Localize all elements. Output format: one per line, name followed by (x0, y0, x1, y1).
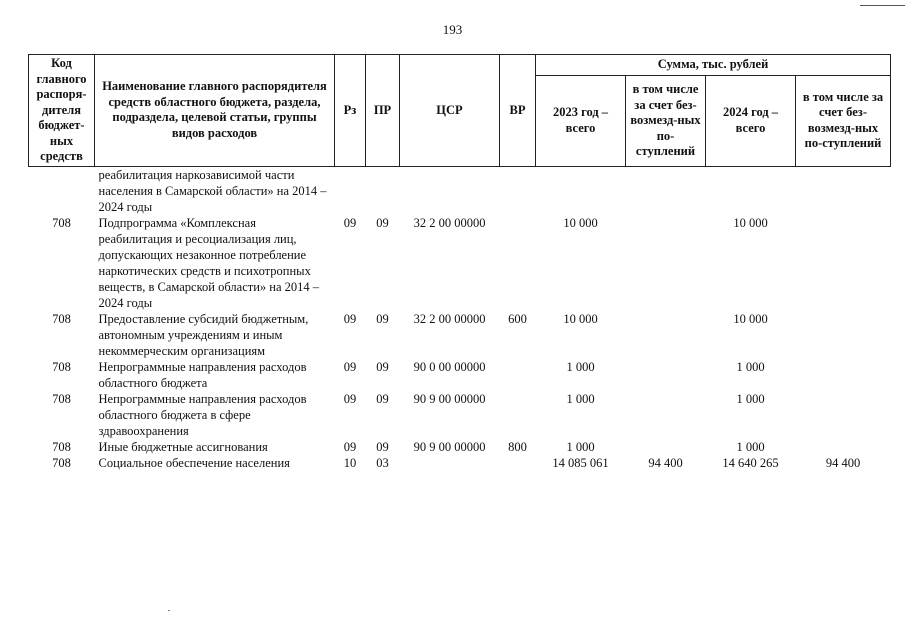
cell-pr: 09 (376, 391, 389, 406)
cell-code: 708 (52, 359, 71, 374)
header-name: Наименование главного распорядителя средств областного бюджета, раздела, подраздела, целевой статьи, группы видов расходов (95, 55, 335, 167)
cell-2024-free (796, 215, 891, 311)
budget-table (28, 54, 891, 471)
cell-name: Непрограммные направления расходов областного бюджета в сфере здравоохранения (98, 391, 307, 438)
cell-2024-total: 10 000 (733, 311, 768, 326)
cell-pr: 09 (376, 359, 389, 374)
cell-2023-total: 1 000 (566, 439, 595, 454)
table-row (29, 391, 891, 439)
cell-vr (500, 166, 536, 215)
cell-code (29, 166, 95, 215)
cell-2024-total: 1 000 (736, 359, 765, 374)
cell-vr: 800 (508, 439, 527, 454)
cell-2023-free: 94 400 (648, 455, 683, 470)
cell-csr (400, 455, 500, 471)
header-2024-total: 2024 год – всего (706, 76, 796, 167)
cell-2024-total: 14 640 265 (722, 455, 779, 470)
cell-2024-free: 94 400 (825, 455, 861, 470)
cell-vr (500, 215, 536, 311)
cell-code: 708 (52, 439, 71, 454)
cell-vr (500, 455, 536, 471)
cell-rz: 09 (343, 439, 357, 454)
page-number: 193 (442, 22, 463, 37)
cell-2024-free (796, 391, 891, 439)
header-sum: Сумма, тыс. рублей (536, 55, 891, 76)
cell-2023-total: 1 000 (566, 359, 595, 374)
cell-rz: 09 (343, 359, 357, 374)
cell-csr: 90 0 00 00000 (413, 359, 486, 374)
cell-pr: 09 (376, 439, 389, 454)
cell-2024-total: 10 000 (733, 215, 768, 230)
cell-code: 708 (52, 215, 71, 230)
table-row (29, 166, 891, 215)
header-2024-free: в том числе за счет без-возмезд-ных по-ступлений (796, 76, 891, 167)
cell-vr: 600 (508, 311, 527, 326)
cell-2023-total: 1 000 (566, 391, 595, 406)
cell-code: 708 (52, 391, 71, 406)
cell-2024-free (796, 311, 891, 359)
cell-2023-free (626, 215, 706, 311)
cell-2024-total: 1 000 (736, 439, 765, 454)
cell-code: 708 (52, 455, 71, 470)
header-2023-free: в том числе за счет без-возмезд-ных по-ступлений (626, 76, 706, 167)
cell-2023-free (626, 359, 706, 391)
cell-csr: 32 2 00 00000 (413, 311, 486, 326)
cell-pr (366, 166, 400, 215)
cell-pr: 09 (376, 215, 389, 230)
cell-pr: 03 (376, 455, 389, 470)
cell-name: реабилитация наркозависимой части населения в Самарской области» на 2014 – 2024 годы (98, 167, 327, 214)
cell-name: Социальное обеспечение населения (98, 455, 290, 470)
cell-name: Подпрограмма «Комплексная реабилитация и ресоциализация лиц, допускающих незаконное потребление наркотических средств и психотропных веществ, в Самарской области» на 2014 – 2024 годы (98, 215, 320, 310)
header-rz: Рз (335, 55, 366, 167)
cell-csr (400, 166, 500, 215)
cell-name: Иные бюджетные ассигнования (98, 439, 268, 454)
header-2023-total: 2023 год – всего (536, 76, 626, 167)
header-vr: ВР (500, 55, 536, 167)
cell-2023-free (626, 311, 706, 359)
cell-2024-free (796, 166, 891, 215)
cell-csr: 90 9 00 00000 (413, 439, 486, 454)
scan-speck (168, 610, 170, 611)
cell-rz (335, 166, 366, 215)
cell-2023-free (626, 439, 706, 455)
header-csr: ЦСР (400, 55, 500, 167)
cell-2024-free (796, 439, 891, 455)
cell-2023-total: 14 085 061 (552, 455, 609, 470)
cell-rz: 09 (343, 311, 357, 326)
table-row (29, 439, 891, 455)
cell-rz: 10 (343, 455, 357, 470)
cell-2024-free (796, 359, 891, 391)
table-row (29, 455, 891, 471)
cell-2023-free (626, 391, 706, 439)
cell-vr (500, 359, 536, 391)
cell-2023-total: 10 000 (563, 215, 598, 230)
cell-name: Предоставление субсидий бюджетным, автономным учреждениям и иным некоммерческим организациям (98, 311, 309, 358)
cell-2024-total: 1 000 (736, 391, 765, 406)
table-row (29, 311, 891, 359)
cell-name: Непрограммные направления расходов областного бюджета (98, 359, 307, 390)
header-code: Код главного распоря-дителя бюджет-ных средств (29, 55, 95, 167)
cell-csr: 32 2 00 00000 (413, 215, 486, 230)
top-edge-line (860, 5, 905, 6)
table-row (29, 215, 891, 311)
table-row (29, 359, 891, 391)
cell-2023-free (626, 166, 706, 215)
cell-vr (500, 391, 536, 439)
cell-csr: 90 9 00 00000 (413, 391, 486, 406)
header-pr: ПР (366, 55, 400, 167)
cell-2024-total (706, 166, 796, 215)
cell-pr: 09 (376, 311, 389, 326)
cell-rz: 09 (343, 391, 357, 406)
cell-2023-total (536, 166, 626, 215)
cell-code: 708 (52, 311, 71, 326)
cell-rz: 09 (343, 215, 357, 230)
cell-2023-total: 10 000 (563, 311, 598, 326)
